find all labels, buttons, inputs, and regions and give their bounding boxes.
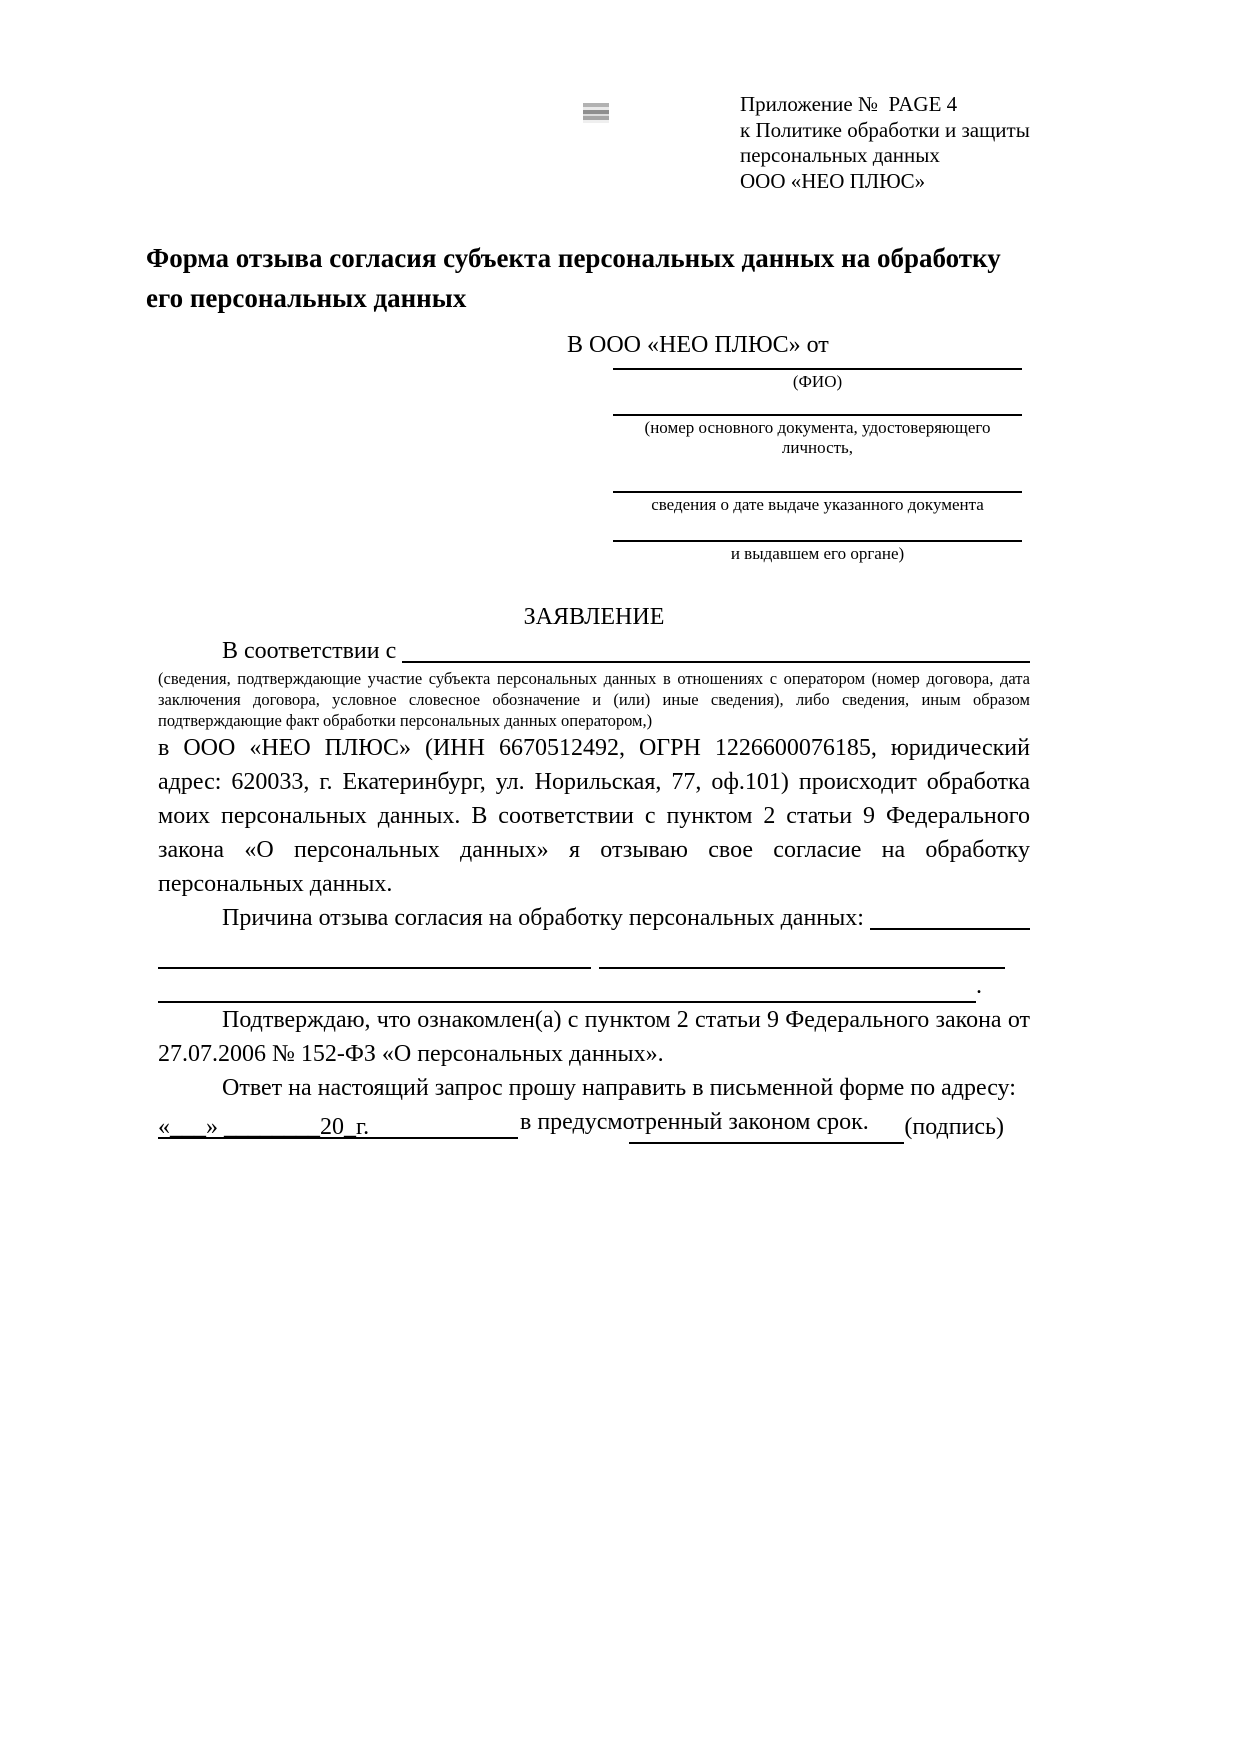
issuing-authority-blank-line[interactable]: [613, 515, 1022, 542]
date-line: «___» ________20_г.: [158, 1114, 370, 1140]
fio-blank-line[interactable]: [613, 360, 1022, 370]
issue-date-field: [567, 458, 1022, 515]
issuing-authority-field: [567, 515, 1022, 564]
appendix-header: [740, 92, 1030, 194]
signature-blank-line[interactable]: [629, 1112, 904, 1144]
addressee-to-line: В ООО «НЕО ПЛЮС» от: [567, 332, 829, 358]
document-number-blank-line[interactable]: [613, 392, 1022, 416]
issue-date-caption: сведения о дате выдаче указанного документа: [651, 495, 984, 514]
header-line-personal-data: персональных данных: [740, 143, 940, 167]
confirmation-paragraph: Подтверждаю, что ознакомлен(а) с пунктом 2 статьи 9 Федерального закона от 27.07.2006 № 152-ФЗ «О персональных данных».: [158, 1007, 1030, 1067]
reason-blank-row-2: [158, 969, 1030, 1003]
embedded-object-icon: [583, 103, 609, 123]
reason-blank-segment-1[interactable]: [158, 937, 591, 969]
document-number-caption: (номер основного документа, удостоверяющего личность,: [644, 418, 991, 457]
header-line-company: ООО «НЕО ПЛЮС»: [740, 168, 926, 193]
signature-footer: [158, 1110, 1030, 1144]
fine-print-note: (сведения, подтверждающие участие субъекта персональных данных в отношениях с оператором (номер договора, дата заключения договора, условное словесное обозначение и (или) иные сведения), либо сведения, иным образом подтверждающие факт обработки персональных данных оператором,): [158, 669, 1030, 730]
intro-prefix: В соответствии с: [222, 638, 403, 664]
signature-caption: (подпись): [904, 1114, 1004, 1140]
document-number-field: [567, 392, 1022, 458]
reply-request-line: Ответ на настоящий запрос прошу направить в письменной форме по адресу:: [222, 1075, 1016, 1101]
header-line-appendix-number: Приложение № PAGE 4: [740, 92, 958, 116]
reason-line: [158, 901, 1030, 935]
statement-section: [158, 600, 1030, 1139]
signature-group: [629, 1110, 1030, 1144]
issuing-authority-caption: и выдавшем его органе): [730, 544, 905, 563]
issue-date-blank-line[interactable]: [613, 458, 1022, 493]
addressee-block: [567, 330, 1022, 564]
reason-blank-terminator: .: [976, 973, 982, 999]
fio-field: [567, 360, 1022, 392]
reason-blank-row-1: [158, 935, 1030, 969]
reason-blank-segment-3[interactable]: [158, 971, 976, 1003]
reply-suffix: в предусмотренный законом срок.: [520, 1109, 869, 1135]
statement-body: в ООО «НЕО ПЛЮС» (ИНН 6670512492, ОГРН 1226600076185, юридический адрес: 620033, г. Екатеринбург, ул. Норильская, 77, оф.101) происходит обработка моих персональных данных. В соответствии с пунктом 2 статьи 9 Федерального закона «О персональных данных» я отзываю свое согласие на обработку персональных данных.: [158, 735, 1030, 897]
header-line-policy: к Политике обработки и защиты: [740, 117, 1030, 142]
reason-blank-segment-2[interactable]: [599, 937, 1005, 969]
fio-caption: (ФИО): [792, 372, 843, 391]
statement-heading: ЗАЯВЛЕНИЕ: [523, 604, 665, 630]
reason-label: Причина отзыва согласия на обработку персональных данных:: [222, 905, 870, 931]
reason-blank-line[interactable]: [870, 901, 1030, 930]
intro-blank-line[interactable]: [402, 634, 1030, 663]
intro-line: [158, 634, 1030, 668]
document-title: Форма отзыва согласия субъекта персональных данных на обработку его персональных данных: [146, 243, 1001, 313]
